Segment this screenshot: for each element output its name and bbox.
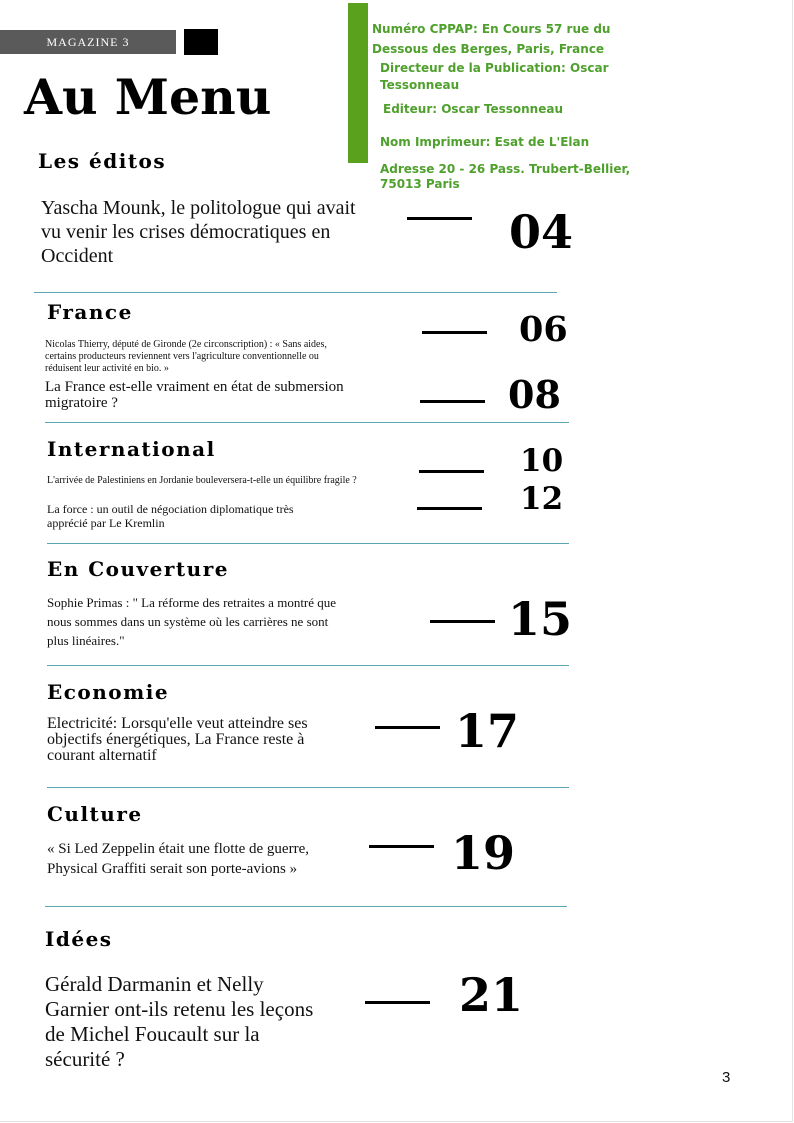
page-number-12[interactable]: 12	[520, 481, 564, 517]
page-number-15[interactable]: 15	[508, 592, 573, 646]
article-economie-1[interactable]: Electricité: Lorsqu'elle veut atteindre ses objectifs énergétiques, La France reste à courant alternatif	[47, 715, 308, 764]
dash-line	[365, 1001, 430, 1004]
section-divider	[34, 292, 557, 293]
section-divider	[45, 422, 569, 423]
info-director: Directeur de la Publication: Oscar Tessonneau	[380, 61, 609, 92]
dash-line	[420, 400, 485, 403]
magazine-label: MAGAZINE 3	[0, 30, 176, 54]
footer-page-number: 3	[722, 1069, 731, 1086]
dash-line	[375, 726, 440, 729]
section-divider	[47, 543, 569, 544]
black-block	[184, 29, 218, 55]
info-cppap: Numéro CPPAP: En Cours 57 rue du Dessous des Berges, Paris, France	[372, 22, 611, 56]
info-editor: Editeur: Oscar Tessonneau	[383, 102, 563, 116]
page-number-19[interactable]: 19	[451, 826, 516, 880]
article-france-2[interactable]: La France est-elle vraiment en état de submersion migratoire ?	[45, 379, 344, 411]
article-international-1[interactable]: L'arrivée de Palestiniens en Jordanie bouleversera-t-elle un équilibre fragile ?	[47, 475, 357, 486]
section-title-france: France	[47, 300, 133, 324]
section-divider	[47, 787, 569, 788]
dash-line	[419, 470, 484, 473]
article-editos-1[interactable]: Yascha Mounk, le politologue qui avait vu venir les crises démocratiques en Occident	[41, 197, 356, 267]
article-france-1[interactable]: Nicolas Thierry, député de Gironde (2e circonscription) : « Sans aides, certains producteurs reviennent vers l'agriculture conventionnelle ou réduisent leur activité en bio. »	[45, 339, 327, 374]
page-number-06[interactable]: 06	[519, 309, 568, 350]
section-title-editos: Les éditos	[38, 149, 167, 173]
dash-line	[369, 845, 434, 848]
section-divider	[47, 665, 569, 666]
section-title-economie: Economie	[47, 680, 170, 704]
dash-line	[430, 620, 495, 623]
page-number-08[interactable]: 08	[508, 372, 561, 417]
article-international-2[interactable]: La force : un outil de négociation diplomatique très apprécié par Le Kremlin	[47, 502, 294, 530]
dash-line	[417, 507, 482, 510]
section-title-international: International	[47, 437, 216, 461]
dash-line	[422, 331, 487, 334]
article-culture-1[interactable]: « Si Led Zeppelin était une flotte de guerre, Physical Graffiti serait son porte-avions »	[47, 841, 309, 877]
info-printer: Nom Imprimeur: Esat de L'Elan	[380, 135, 590, 149]
section-title-couverture: En Couverture	[47, 557, 229, 581]
info-address: Adresse 20 - 26 Pass. Trubert-Bellier, 75013 Paris	[380, 162, 631, 191]
page-number-21[interactable]: 21	[459, 968, 524, 1022]
page-number-10[interactable]: 10	[520, 443, 564, 479]
page-number-17[interactable]: 17	[455, 704, 520, 758]
page-number-04[interactable]: 04	[509, 205, 574, 259]
page-title: Au Menu	[24, 68, 272, 126]
section-divider	[45, 906, 567, 907]
article-idees-1[interactable]: Gérald Darmanin et Nelly Garnier ont-ils retenu les leçons de Michel Foucault sur la sécurité ?	[45, 972, 314, 1071]
dash-line	[407, 217, 472, 220]
green-accent-bar	[348, 3, 368, 163]
section-title-culture: Culture	[47, 802, 143, 826]
section-title-idees: Idées	[45, 927, 113, 951]
article-couverture-1[interactable]: Sophie Primas : " La réforme des retraites a montré que nous sommes dans un système où les carrières ne sont plus linéaires."	[47, 595, 337, 648]
